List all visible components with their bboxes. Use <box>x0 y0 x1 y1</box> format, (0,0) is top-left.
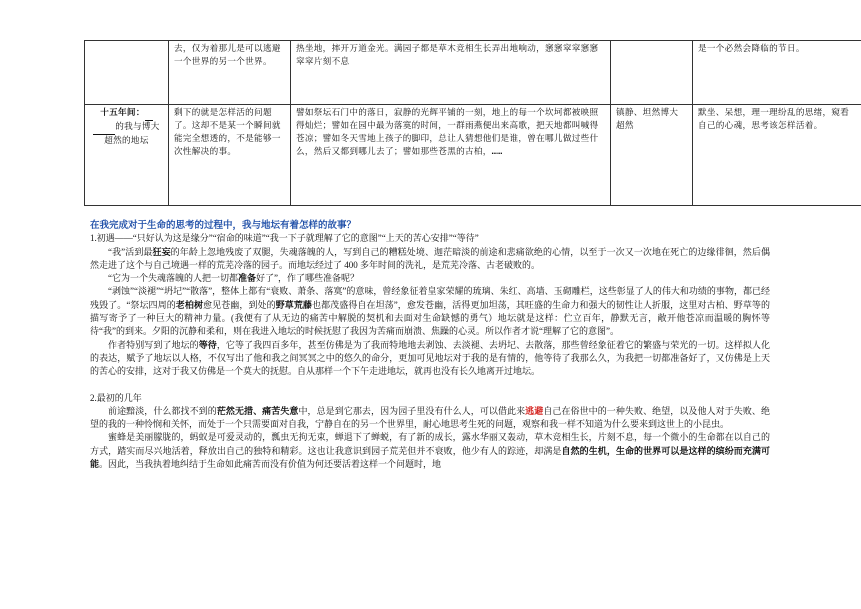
table-cell <box>611 41 693 105</box>
row-header-period: 十五年间： <box>100 108 145 118</box>
table-cell: 热坐地，摔开万道金光。满园子都是草木竞相生长弄出地响动，窸窸窣窣窸窸窣窣片刻不息 <box>291 41 611 105</box>
paragraph: 前途黯淡，什么都找不到的茫然无措、痛苦失意中，总是到它那去，因为园子里没有什么人，可以借此来逃避自己在俗世中的一种失败、绝望，以及他人对于失败、绝望的我的一种怜悯和关怀，而处于一个只需要面对自我，宁静自在的另一个世界里，耐心地思考生死的问题，观察和我一样不知道为什么要来到这世上的小昆虫。 <box>90 405 770 430</box>
section-1-title: 1.初遇——“只好认为这是缘分”“宿命的味道”“我一下子就理解了它的意图”“上天的苦心安排”“等待” <box>90 233 479 244</box>
spacer <box>90 379 770 392</box>
analysis-table <box>84 40 861 206</box>
blank-underline <box>145 107 153 121</box>
highlight-red: 逃避 <box>525 405 544 416</box>
table-cell: 默坐、呆想，理一理纷乱的思绪，窥看自己的心魂，思考该怎样活着。 <box>693 105 861 206</box>
section-2-title: 2.最初的几年 <box>90 392 142 403</box>
table-cell <box>85 41 169 105</box>
table-cell: 去，仅为着那儿是可以逃避一个世界的另一个世界。 <box>169 41 291 105</box>
table-cell: 譬如祭坛石门中的落日，寂静的光辉平铺的一刻，地上的每一个坎坷都被映照得灿烂；譬如在园中最为落寞的时间，一群雨燕便出来高歌，把天地都叫喊得苍凉；譬如冬天雪地上孩子的脚印，总让人猜想他们是谁，曾在哪儿做过些什么，然后又都到哪儿去了；譬如那些苍黑的古柏，…… <box>291 105 611 206</box>
blank-underline <box>93 121 115 135</box>
paragraph: 蜜蜂是美丽朦胧的，蚂蚁是可爱灵动的，瓢虫无拘无束，蝉退下了蝉蜕，有了新的成长，露水华丽又轰动，草木竞相生长，片刻不息，每一个微小的生命都在以自己的方式，踏实而尽兴地活着，释放出自己的独特和精彩。这也让我意识到园子荒芜但并不衰败，他少有人的踪迹，却满是自然的生机，生命的世界可以是这样的缤纷而充满可能。因此，当我执着地纠结于生命如此痛苦而没有价值为何还要活着这样一个问题时，地 <box>90 432 770 470</box>
row-header-topic: 的我与博大超然的地坛 <box>104 122 160 146</box>
body-text <box>90 219 770 471</box>
table-cell: 是一个必然会降临的节日。 <box>693 41 861 105</box>
paragraph: “它为一个失魂落魄的人把一切都准备好了”，作了哪些准备呢？ <box>108 273 360 284</box>
section-question: 在我完成对于生命的思考的过程中，我与地坛有着怎样的故事？ <box>90 220 357 231</box>
table-cell: 镇静、坦然博大超然 <box>611 105 693 206</box>
table-row <box>85 105 861 206</box>
table-row <box>85 41 861 105</box>
row-header <box>85 105 169 206</box>
paragraph: 作者特别写到了地坛的等待，它等了我四百多年，甚至仿佛是为了我而特地地去剥蚀、去淡褪、去坍圮、去散落，那些曾经象征着它的繁盛与荣光的一切。这样拟人化的表达，赋予了地坛以人格，不仅写出了他和我之间冥冥之中的悠久的命分，更加可见地坛对于我的是有情的，他等待了我那么久，为我把一切都准备好了，又仿佛是上天的苦心的安排，这对于我又仿佛是一个莫大的抚慰。自从那样一个下午走进地坛，就再也没有长久地离开过地坛。 <box>90 339 770 377</box>
table-cell: 剩下的就是怎样活的问题了。这却不是某一个瞬间就能完全想透的，不是能够一次性解决的事。 <box>169 105 291 206</box>
paragraph: “我”活到最狂妄的年龄上忽地残废了双腿，失魂落魄的人，写到自己的糟糕处境、迦茫暗淡的前途和悲痛欲绝的心情，以至于一次又一次地在死亡的边缘徘徊，然后偶然走进了这个与自己境遇一样的荒芜冷落的园子。而地坛经过了 400 多年时间的洗礼，是荒芜冷落、古老破败的。 <box>90 246 770 270</box>
paragraph: “剥蚀”“淡褪”“坍圮”“散落”，整体上都有“衰败、萧条、落寞”的意味，曾经象征着皇家荣耀的琉璃、朱红、高墙、玉砌雕栏，这些彰显了人的伟大和功绩的事物，都已经残毁了。“祭坛四周的老柏树愈见苍幽，到处的野草荒藤也都茂盛得自在坦荡”，愈发苍幽，活得更加坦荡，其旺盛的生命力和强大的韧性让人折服，这里对古柏、野草等的描写寄予了一种巨大的精神力量。(我便有了从无边的痛苦中解脱的契机和去面对生命缺憾的勇气）地坛就是这样：伫立百年，静默无言，敞开他苍凉而温暖的胸怀等待“我”的到来。夕阳的沉静和柔和，则在我进入地坛的时候抚慰了我因为苦痛而崩溃、焦躁的心灵。所以作者才说“理解了它的意图”。 <box>90 286 770 337</box>
